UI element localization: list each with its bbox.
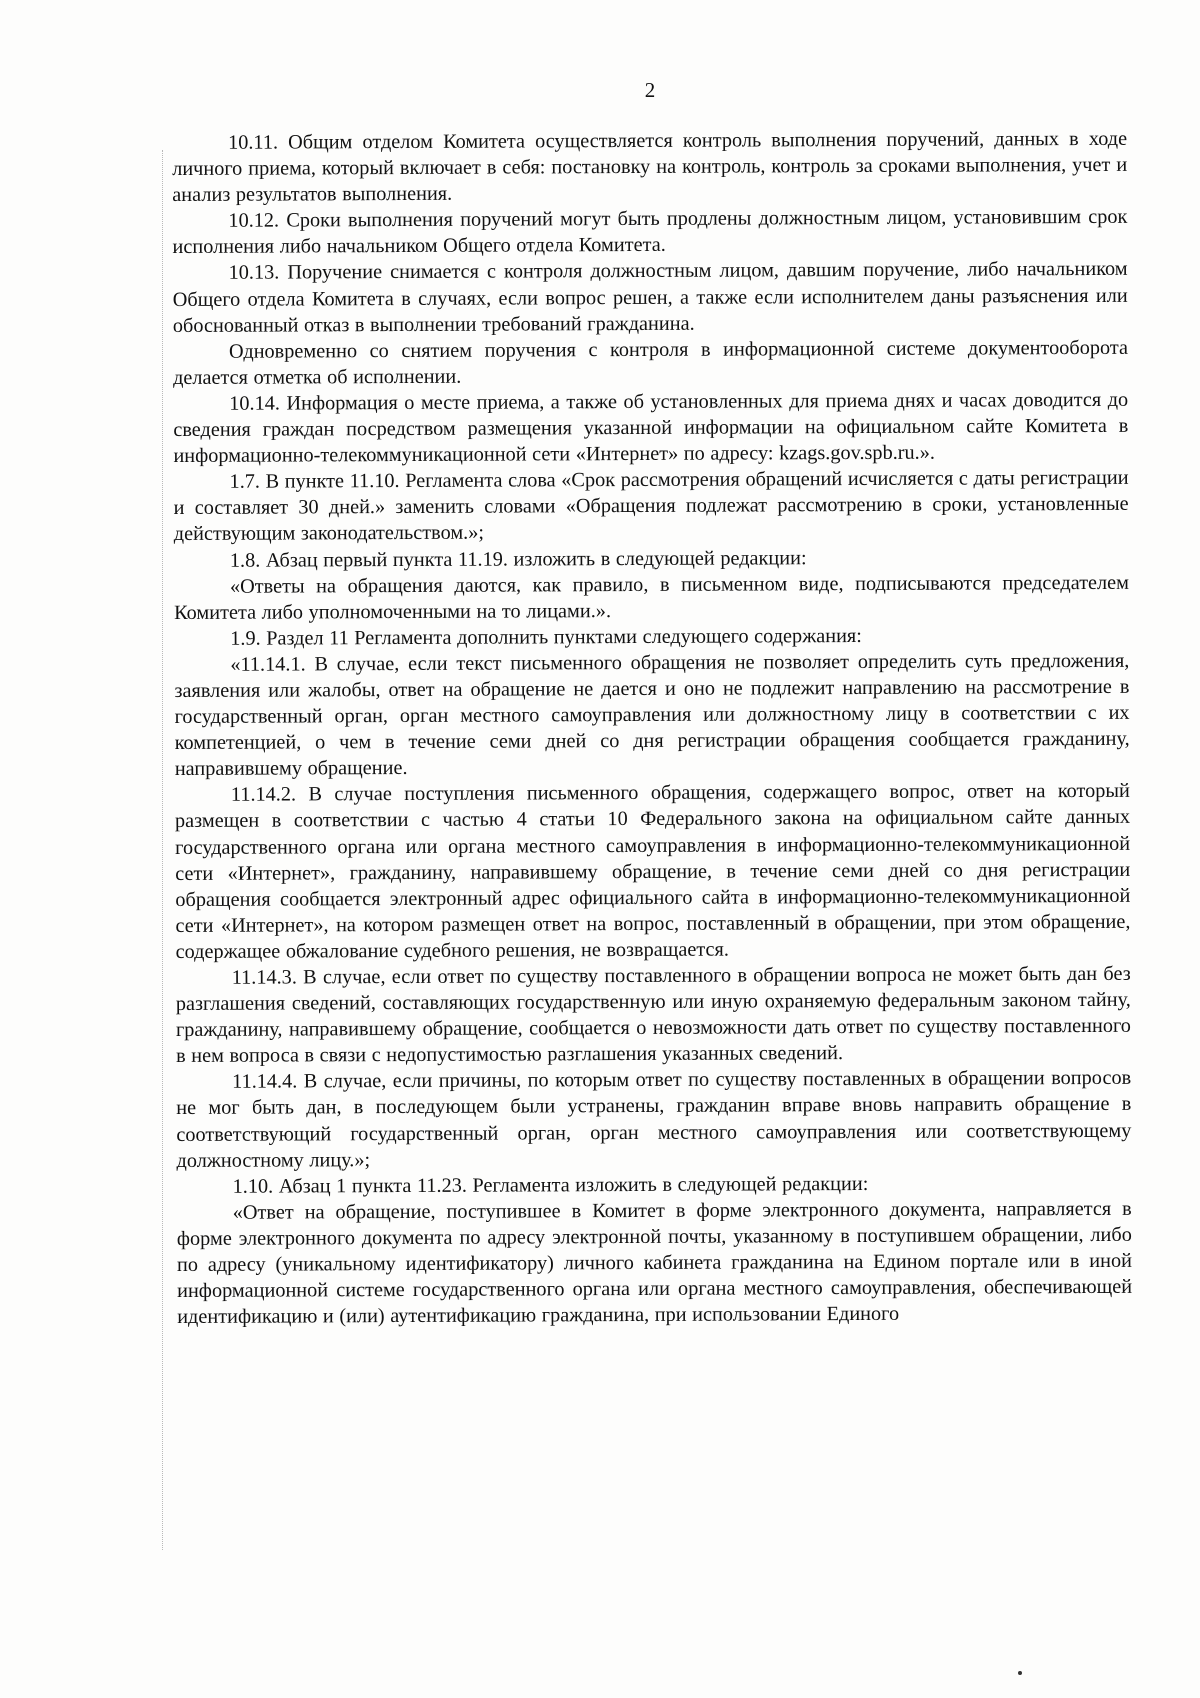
paragraph-1-8: 1.8. Абзац первый пункта 11.19. изложить в следующей редакции: [229, 546, 807, 572]
paragraph-11-14-1: «11.14.1. В случае, если текст письменного обращения не позволяет определить суть предложения, заявления или жалобы, ответ на обращение не дается и оно не подлежит направлению на рассмотрение в государственный орган, орган местного самоуправления или должностному лицу в соответствии с их компетенцией, о чем в течение семи дней со дня регистрации обращения сообщается гражданину, направившему обращение. [174, 649, 1130, 781]
paragraph-document-flow-mark: Одновременно со снятием поручения с контроля в информационной системе документооборота делается отметка об исполнении. [173, 336, 1129, 389]
paragraph-10-11: 10.11. Общим отделом Комитета осуществляется контроль выполнения поручений, данных в ходе личного приема, который включает в себя: постановку на контроль, контроль за сроками выполнения, учет и анализ результатов выполнения. [172, 127, 1128, 207]
paragraph-11-14-4: 11.14.4. В случае, если причины, по которым ответ по существу поставленных в обращении вопросов не мог быть дан, в последующем были устранены, гражданин вправе вновь направить обращение в соответствующий государственный орган, орган местного самоуправления или соответствующему должностному лицу.»; [176, 1067, 1132, 1172]
paragraph-11-14-2: 11.14.2. В случае поступления письменного обращения, содержащего вопрос, ответ на который размещен в соответствии с частью 4 статьи 10 Федерального закона на официальном сайте данных государственного органа или органа местного самоуправления в информационно-телекоммуникационной сети «Интернет», гражданину, направившему обращение, в течение семи дней со дня регистрации обращения сообщается электронный адрес официального сайта в информационно-телекоммуникационной сети «Интернет», на котором размещен ответ на вопрос, поставленный в обращении, при этом обращение, содержащее обжалование судебного решения, не возвращается. [174, 780, 1131, 963]
paragraph-1-7: 1.7. В пункте 11.10. Регламента слова «Срок рассмотрения обращений исчисляется с даты регистрации и составляет 30 дней.» заменить словами «Обращения подлежат рассмотрению в сроки, установленные действующим законодательством.»; [173, 467, 1129, 546]
document-body [172, 126, 1132, 1330]
scan-dot-mark [1018, 1671, 1022, 1675]
paragraph-1-10-text: «Ответ на обращение, поступившее в Комитет в форме электронного документа, направляется в форме электронного документа по адресу электронной почты, указанному в поступившем обращении, либо по адресу (уникальному идентификатору) личного кабинета гражданина на Едином портале или в иной информационной системе государственного органа или органа местного самоуправления, обеспечивающей идентификацию и (или) аутентификацию гражданина, при использовании Единого [176, 1197, 1133, 1329]
page-number: 2 [644, 78, 656, 102]
paragraph-10-12: 10.12. Сроки выполнения поручений могут быть продлены должностным лицом, установившим срок исполнения либо начальником Общего отдела Комитета. [172, 206, 1128, 259]
paragraph-1-8-text: «Ответы на обращения даются, как правило, в письменном виде, подписываются председателем Комитета либо уполномоченными на то лицами.». [174, 571, 1130, 624]
paragraph-10-13: 10.13. Поручение снимается с контроля должностным лицом, давшим поручение, либо начальником Общего отдела Комитета в случаях, если вопрос решен, а также если исполнителем даны разъяснения или обоснованный отказ в выполнении требований гражданина. [172, 258, 1128, 337]
scan-margin-line [162, 150, 164, 1550]
paragraph-11-14-3: 11.14.3. В случае, если ответ по существу поставленного в обращении вопроса не может быть дан без разглашения сведений, составляющих государственную или иную охраняемую федеральным законом тайну, гражданину, направившему обращение, сообщается о невозможности дать ответ по существу поставленного в нем вопроса в связи с недопустимостью разглашения указанных сведений. [175, 962, 1131, 1068]
paragraph-10-14: 10.14. Информация о месте приема, а также об установленных для приема днях и часах доводится до сведения граждан посредством размещения указанной информации на официальном сайте Комитета в информационно-телекоммуникационной сети «Интернет» по адресу: kzags.gov.spb.ru.». [173, 388, 1129, 468]
paragraph-1-10: 1.10. Абзац 1 пункта 11.23. Регламента изложить в следующей редакции: [232, 1172, 869, 1198]
paragraph-1-9: 1.9. Раздел 11 Регламента дополнить пунктами следующего содержания: [230, 624, 862, 650]
